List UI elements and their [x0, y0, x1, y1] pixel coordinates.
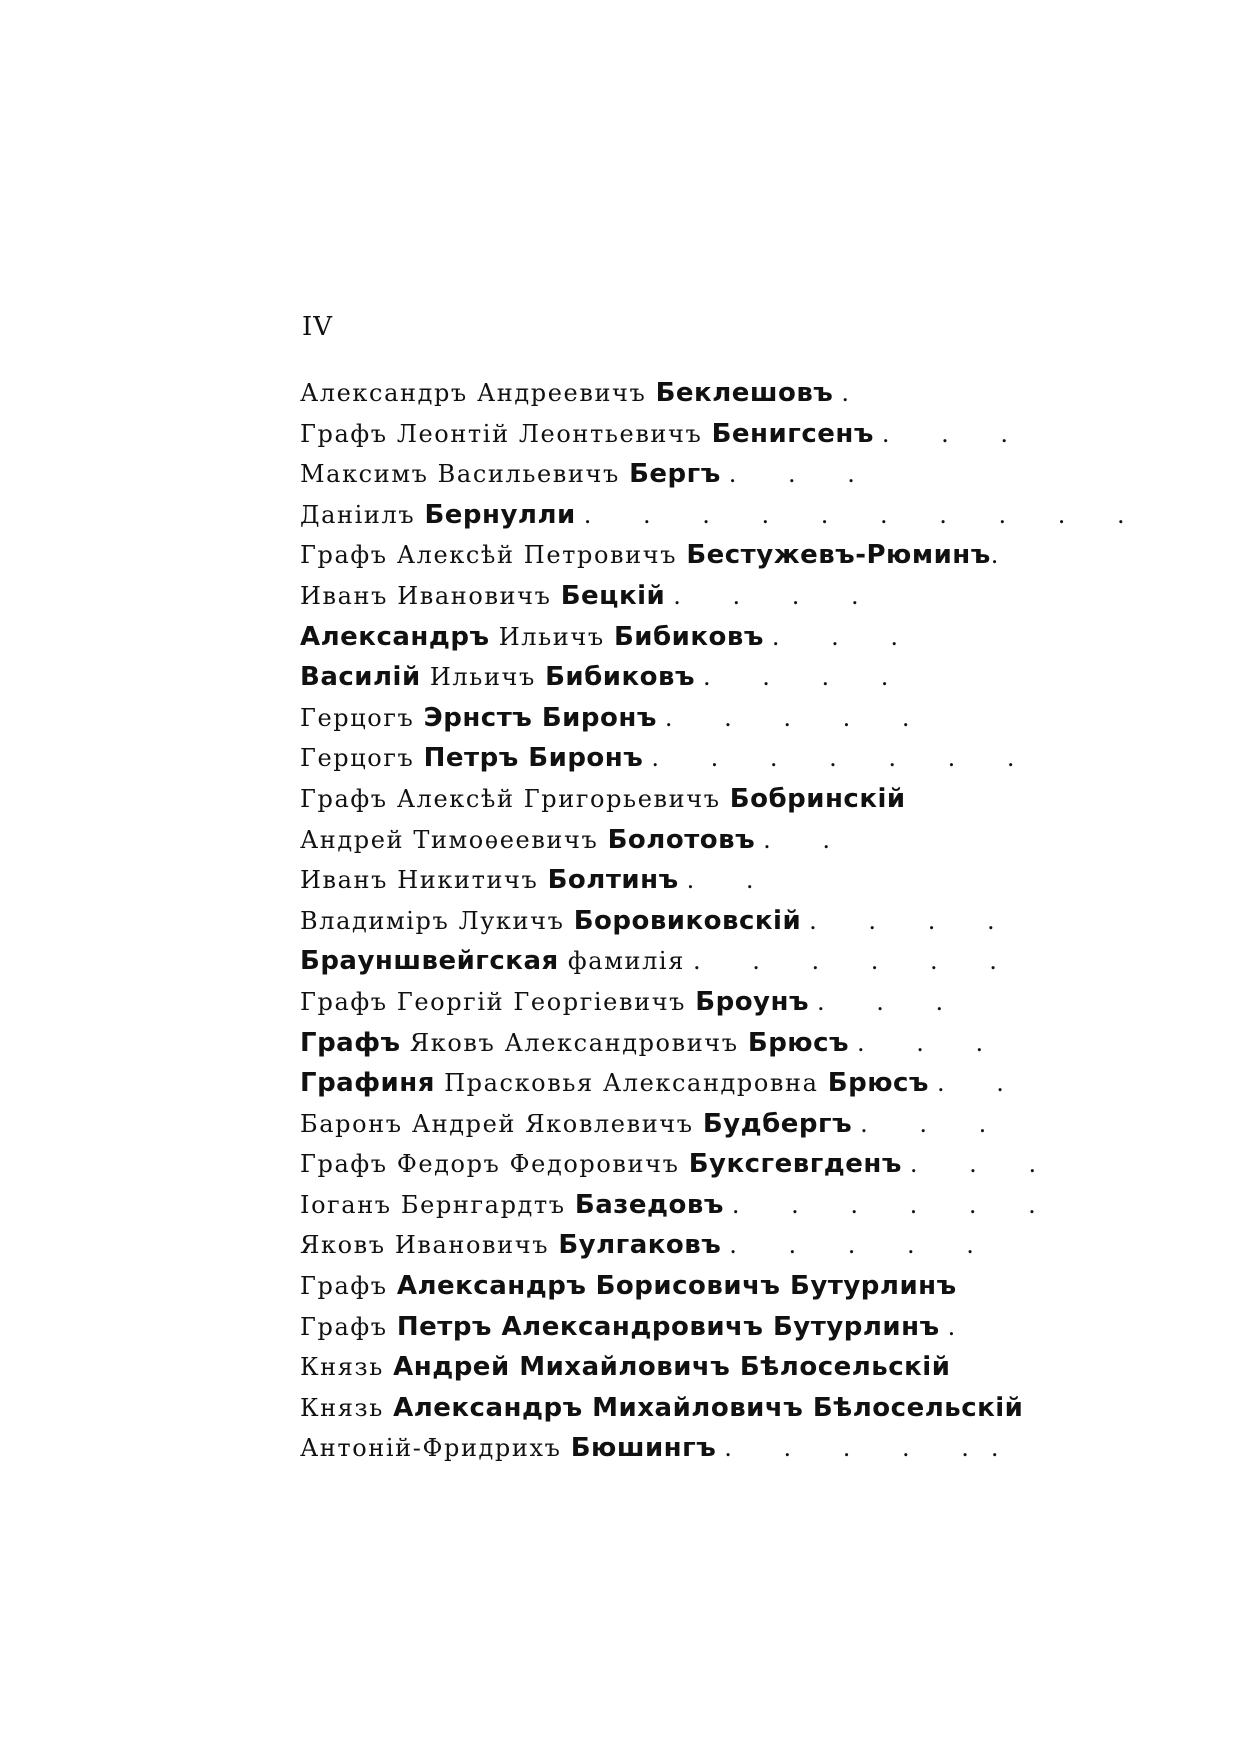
entry-name — [300, 1185, 724, 1226]
entry-name-surname: Александръ Михайловичъ Бѣлосельскій — [393, 1392, 1024, 1423]
entry-name-prefix: Герцогъ — [300, 703, 424, 732]
entry-name — [300, 982, 809, 1023]
page-number: IV — [302, 312, 334, 342]
entry-name-surname: Александръ — [396, 1271, 587, 1302]
dot-leader: . . . . . — [664, 703, 932, 732]
dot-leader: . . . — [860, 1109, 1009, 1138]
entry-name — [300, 1428, 716, 1469]
dot-leader: . . . . — [809, 906, 1017, 935]
entry-name — [300, 860, 679, 901]
entry-name-prefix: Графъ — [300, 1312, 397, 1341]
index-entry — [300, 1388, 1024, 1429]
entry-name — [300, 901, 801, 942]
entry-name-surname-2: Бибиковъ — [613, 621, 764, 652]
dot-leader: . . . — [771, 622, 921, 651]
index-entry — [300, 779, 950, 820]
entry-name-surname: Бецкій — [560, 580, 666, 611]
index-entry — [300, 860, 950, 901]
entry-name-surname-2: Брюсъ — [827, 1068, 929, 1099]
dot-leader: . . — [936, 1069, 1026, 1098]
entry-name-surname: Петръ Александровичъ Бутурлинъ — [396, 1311, 940, 1342]
entry-name-prefix: Іоганъ Бернгардтъ — [300, 1190, 575, 1219]
entry-name-surname: Базедовъ — [574, 1189, 724, 1220]
entry-name-surname: Графъ — [300, 1027, 401, 1058]
entry-name — [300, 779, 906, 820]
entry-name-surname: Броунъ — [695, 986, 810, 1017]
entry-name-prefix: Графъ Алексѣй Петровичъ — [300, 541, 687, 570]
dot-leader: . . . . . . . — [651, 744, 1037, 773]
index-entry — [300, 1347, 950, 1388]
entry-name-prefix: Графъ — [300, 1272, 397, 1301]
entry-name-suffix: фамилія — [558, 947, 685, 976]
entry-name-surname: Булгаковъ — [558, 1230, 722, 1261]
dot-leader: . . . . — [703, 663, 911, 692]
index-entry — [300, 454, 950, 495]
index-list — [300, 373, 1147, 1469]
entry-name-prefix: Герцогъ — [300, 744, 424, 773]
entry-name-surname: Беклешовъ — [655, 378, 834, 408]
entry-name — [300, 1266, 957, 1307]
entry-name-prefix: Графъ Леонтій Леонтьевичъ — [300, 419, 712, 448]
entry-name-surname: Боровиковскій — [573, 905, 802, 936]
entry-name-prefix: Иванъ Ивановичъ — [300, 581, 561, 610]
entry-name-suffix: Ильичъ — [420, 663, 546, 692]
entry-name-prefix: Антоній-Фридрихъ — [300, 1434, 571, 1463]
dot-leader: . — [947, 1312, 978, 1341]
entry-name-suffix: Прасковья Александровна — [434, 1069, 828, 1098]
dot-leader: . . . — [909, 1150, 1059, 1179]
entry-name-surname: Будбергъ — [702, 1108, 853, 1139]
entry-name-prefix: Владиміръ Лукичъ — [300, 906, 574, 935]
entry-name — [300, 1104, 852, 1145]
dot-leader: . . . . — [673, 581, 881, 610]
entry-name-prefix: Графъ Георгій Георгіевичъ — [300, 987, 696, 1016]
entry-name — [300, 1307, 940, 1348]
entry-name — [300, 820, 755, 861]
entry-name-surname: Графиня — [300, 1068, 435, 1099]
index-entry — [300, 1225, 996, 1266]
dot-leader: . . — [686, 866, 776, 895]
dot-leader: . . . — [857, 1028, 1006, 1057]
dot-leader: . — [841, 379, 871, 407]
entry-name-surname: Петръ Биронъ — [423, 743, 644, 774]
index-entry — [300, 1185, 1058, 1226]
entry-name-surname: Бернулли — [424, 499, 576, 530]
entry-name-surname: Бобринскій — [729, 783, 906, 814]
entry-name-prefix: Графъ Алексѣй Григорьевичъ — [300, 784, 730, 813]
index-entry — [300, 373, 950, 414]
index-entry — [300, 1307, 978, 1348]
entry-name — [300, 657, 695, 698]
index-entry — [300, 1428, 1021, 1469]
entry-name — [300, 698, 657, 739]
dot-leader: . . . — [728, 460, 877, 489]
index-entry — [300, 738, 1037, 779]
entry-name — [300, 373, 833, 414]
entry-name — [300, 1023, 849, 1064]
index-entry — [300, 535, 1001, 576]
entry-name-suffix — [586, 1272, 595, 1300]
entry-name-prefix: Андрей Тимоѳеевичъ — [300, 825, 608, 854]
entry-name-suffix: . — [990, 541, 1001, 570]
entry-name-surname: Бергъ — [629, 459, 721, 490]
dot-leader: . . . . . . — [731, 1190, 1058, 1219]
index-entry — [300, 982, 966, 1023]
entry-name-surname-2: Бибиковъ — [545, 662, 696, 693]
entry-name-suffix: Ильичъ — [489, 622, 614, 651]
index-entry — [300, 901, 1017, 942]
entry-name-surname: Андрей Михайловичъ Бѣлосельскій — [393, 1352, 951, 1383]
dot-leader: . . . — [817, 987, 966, 1016]
entry-name — [300, 414, 874, 455]
entry-name-prefix: Князь — [300, 1353, 394, 1382]
entry-name — [300, 535, 1000, 576]
dot-leader: . . . . .. — [724, 1434, 1021, 1463]
entry-name — [300, 576, 665, 617]
dot-leader: . . . . . . . . . . — [583, 500, 1147, 529]
entry-name-surname: Эрнстъ Биронъ — [423, 702, 657, 733]
entry-name — [300, 495, 576, 536]
entry-name-surname: Александръ — [300, 621, 490, 652]
entry-name-prefix: Иванъ Никитичъ — [300, 866, 548, 895]
index-entry — [300, 1023, 1006, 1064]
entry-name-prefix: Максимъ Васильевичъ — [300, 460, 630, 489]
entry-name — [300, 1144, 902, 1185]
entry-name — [300, 941, 685, 982]
entry-name-prefix: Баронъ Андрей Яковлевичъ — [300, 1109, 703, 1138]
index-entry — [300, 698, 950, 739]
dot-leader: . . — [763, 825, 853, 854]
entry-name-surname: Болтинъ — [547, 865, 679, 896]
entry-name — [300, 1225, 721, 1266]
dot-leader: . . . — [881, 419, 1031, 448]
index-entry — [300, 414, 1031, 455]
entry-name-prefix: Даніилъ — [300, 500, 425, 529]
entry-name-surname: Буксгевгденъ — [688, 1149, 902, 1180]
entry-name — [300, 738, 643, 779]
entry-name-surname: Бенигсенъ — [711, 418, 874, 449]
entry-name-suffix: Яковъ Александровичъ — [400, 1028, 748, 1057]
index-entry — [300, 617, 950, 658]
entry-name-prefix: Князь — [300, 1393, 394, 1422]
entry-name — [300, 1388, 1023, 1429]
entry-name-surname-2: Борисовичъ Бутурлинъ — [595, 1271, 957, 1302]
entry-name — [300, 1063, 929, 1104]
entry-name-prefix: Яковъ Ивановичъ — [300, 1231, 559, 1260]
index-entry — [300, 495, 1147, 536]
entry-name-surname: Бюшингъ — [570, 1433, 717, 1464]
index-entry — [300, 657, 950, 698]
entry-name-prefix: Александръ Андреевичъ — [300, 379, 656, 407]
index-entry — [300, 576, 950, 617]
entry-name-surname: Бестужевъ-Рюминъ — [686, 540, 991, 571]
entry-name-surname: Болотовъ — [607, 824, 756, 855]
entry-name-surname: Брауншвейгская — [300, 946, 559, 977]
entry-name — [300, 617, 764, 658]
index-entry — [300, 1063, 1026, 1104]
index-entry — [300, 1104, 1009, 1145]
index-entry — [300, 1266, 957, 1307]
entry-name — [300, 1347, 950, 1388]
dot-leader: . . . . . — [729, 1231, 996, 1260]
entry-name-surname-2: Брюсъ — [747, 1027, 850, 1058]
index-entry — [300, 1144, 1059, 1185]
index-entry — [300, 941, 1019, 982]
entry-name — [300, 454, 721, 495]
entry-name-prefix: Графъ Федоръ Федоровичъ — [300, 1150, 689, 1179]
entry-name-surname: Василій — [300, 662, 421, 693]
index-entry — [300, 820, 950, 861]
dot-leader: . . . . . . — [692, 947, 1019, 976]
